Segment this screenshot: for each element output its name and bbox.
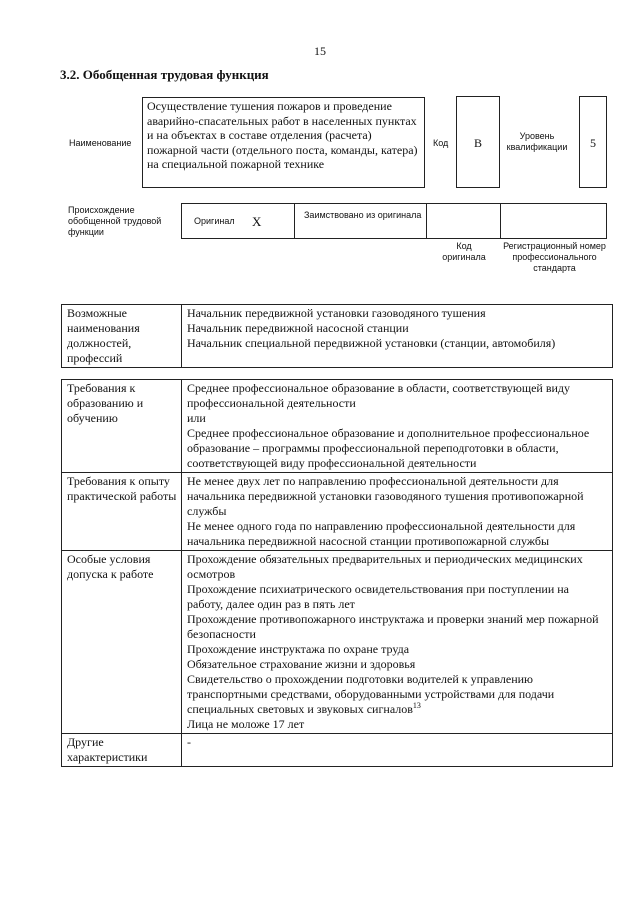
requirement-text — [182, 551, 613, 734]
requirement-label: Требования к опыту практической работы — [62, 473, 182, 551]
positions-list — [182, 305, 613, 368]
requirement-line: Прохождение инструктажа по охране труда — [187, 642, 410, 656]
positions-label: Возможные наименования должностей, профессий — [62, 305, 182, 368]
original-mark: X — [252, 214, 262, 229]
requirement-line: Не менее двух лет по направлению профессиональной деятельности для начальника передвижной установки газоводяного тушения противопожарной службы — [187, 474, 584, 518]
level-value-box — [579, 96, 607, 188]
requirement-text — [182, 380, 613, 473]
reg-number-caption: Регистрационный номер профессионального стандарта — [503, 241, 606, 273]
requirement-line: - — [187, 735, 191, 749]
requirement-line: или — [187, 411, 206, 425]
requirements-table — [61, 379, 613, 767]
list-item: Начальник передвижной установки газоводяного тушения — [187, 306, 486, 320]
borrowed-cell — [294, 203, 427, 239]
requirement-line: Лица не моложе 17 лет — [187, 717, 305, 731]
requirement-line: Не менее одного года по направлению профессиональной деятельности для начальника передвижной насосной станции противопожарной службы — [187, 519, 576, 548]
table-row — [62, 734, 613, 767]
requirement-line-with-footnote — [187, 672, 608, 717]
code-original-cell — [426, 203, 501, 239]
table-row — [62, 305, 613, 368]
requirement-line: Прохождение психиатрического освидетельствования при поступлении на работу, далее один раз в пять лет — [187, 582, 570, 611]
list-item: Начальник специальной передвижной установки (станции, автомобиля) — [187, 336, 556, 350]
requirement-text — [182, 473, 613, 551]
name-value: Осуществление тушения пожаров и проведение аварийно-спасательных работ в населенных пунктах и на объектах в составе отделения (расчета) пожарной части (отдельного поста, команды, катера) на специальной пожарной технике — [147, 99, 418, 172]
requirement-line: Среднее профессиональное образование и дополнительное профессиональное образование – программы профессиональной переподготовки в области, соответствующей виду профессиональной деятельности — [187, 426, 590, 470]
requirement-line-text: Свидетельство о прохождении подготовки водителей к управлению транспортными средствами, оборудованными устройствами для подачи специальных световых и звуковых сигналов — [187, 672, 555, 716]
level-value: 5 — [590, 136, 596, 150]
requirement-line: Прохождение противопожарного инструктажа и проверки знаний мер пожарной безопасности — [187, 612, 599, 641]
name-label: Наименование — [69, 138, 132, 148]
requirement-label: Другие характеристики — [62, 734, 182, 767]
table-row — [62, 380, 613, 473]
original-label: Оригинал — [194, 216, 235, 226]
section-title: 3.2. Обобщенная трудовая функция — [60, 67, 269, 82]
table-row — [62, 473, 613, 551]
requirement-line: Обязательное страхование жизни и здоровья — [187, 657, 416, 671]
requirement-line: Прохождение обязательных предварительных и периодических медицинских осмотров — [187, 552, 583, 581]
list-item: Начальник передвижной насосной станции — [187, 321, 409, 335]
origin-label: Происхождение обобщенной трудовой функции — [68, 205, 162, 237]
original-cell — [181, 203, 295, 239]
positions-table — [61, 304, 613, 368]
requirement-label: Требования к образованию и обучению — [62, 380, 182, 473]
borrowed-label: Заимствовано из оригинала — [304, 210, 422, 220]
level-label: Уровень квалификации — [506, 131, 568, 152]
page-number: 15 — [314, 44, 326, 58]
name-value-box — [142, 97, 425, 188]
code-value: В — [473, 136, 482, 150]
requirement-line: Среднее профессиональное образование в области, соответствующей виду профессиональной деятельности — [187, 381, 571, 410]
requirement-text — [182, 734, 613, 767]
footnote-mark: 13 — [412, 701, 421, 710]
code-label: Код — [433, 138, 449, 148]
code-original-caption: Код оригинала — [442, 241, 486, 262]
reg-number-cell — [500, 203, 607, 239]
table-row — [62, 551, 613, 734]
requirement-label: Особые условия допуска к работе — [62, 551, 182, 734]
code-value-box — [456, 96, 500, 188]
